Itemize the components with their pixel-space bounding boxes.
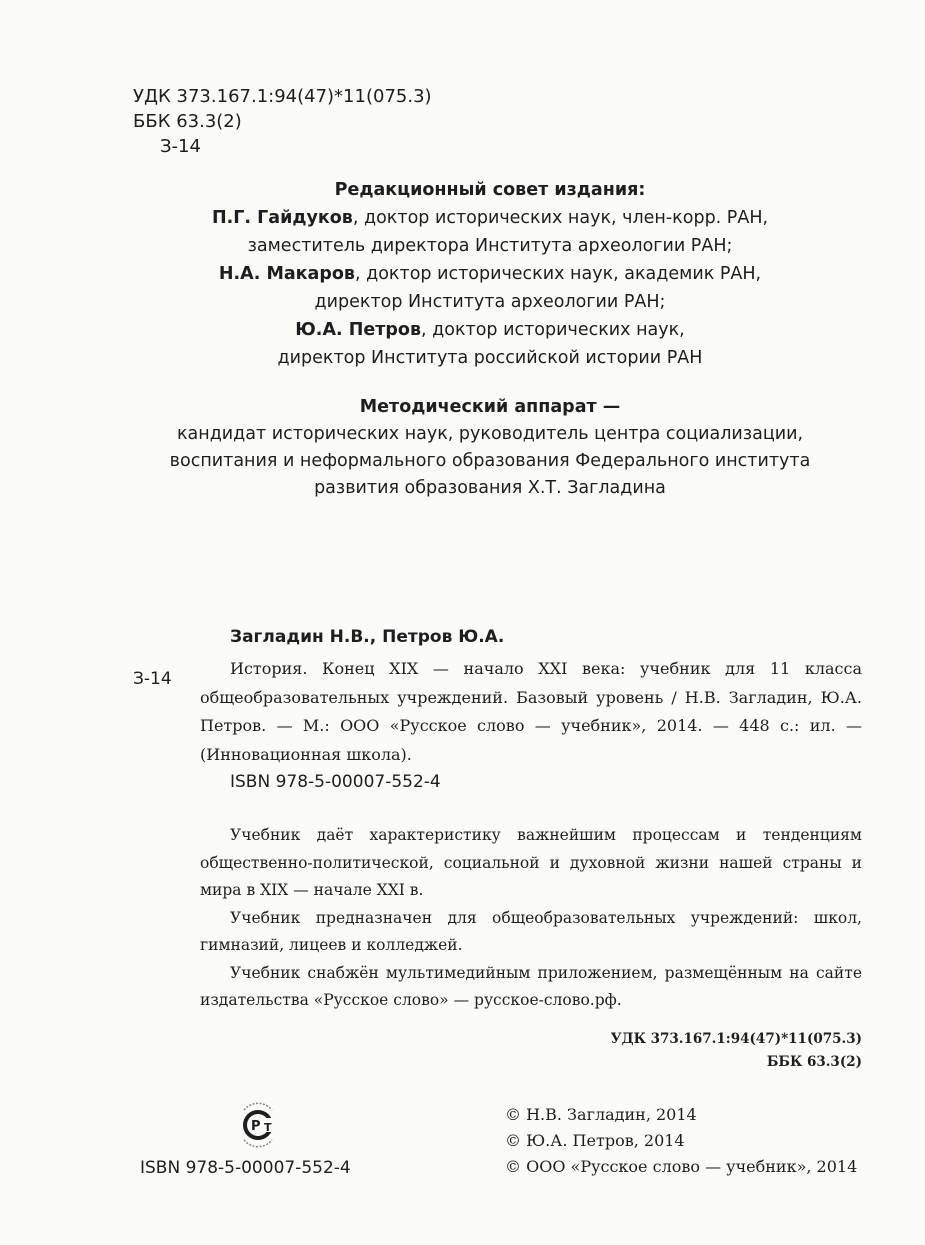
udk-code: УДК 373.167.1:94(47)*11(075.3) [610,1031,862,1047]
bibliography-isbn: ISBN 978-5-00007-552-4 [230,772,441,792]
member-position: заместитель директора Института археологии РАН; [247,236,733,256]
copyright-line: © Ю.А. Петров, 2014 [505,1131,685,1150]
methodical-line: кандидат исторических наук, руководитель центра социализации, [176,424,804,444]
member-name: П.Г. Гайдуков [211,208,353,228]
member-title: , доктор исторических наук, член-корр. РАН, [352,208,769,228]
certification-logo-icon [236,1100,280,1150]
member-name: Ю.А. Петров [295,320,422,340]
author-code: З-14 [160,136,201,157]
annotation-paragraph: Учебник предназначен для общеобразовательных учреждений: школ, гимназий, лицеев и колледжей. [200,908,862,954]
board-member [140,260,840,288]
member-name: Н.А. Макаров [218,264,355,284]
member-title: , доктор исторических наук, академик РАН, [355,264,762,284]
copyright-line: © ООО «Русское слово — учебник», 2014 [505,1157,858,1176]
annotation-paragraph: Учебник даёт характеристику важнейшим процессам и тенденциям общественно-политической, социальной и духовной жизни нашей страны и мира в XIX — начале XXI в. [200,826,862,899]
header-codes [133,84,432,159]
annotation-paragraph: Учебник снабжён мультимедийным приложением, размещённым на сайте издательства «Русское слово» — русское-слово.рф. [200,963,862,1009]
footer-isbn: ISBN 978-5-00007-552-4 [140,1158,351,1178]
methodical-title: Методический аппарат — [359,397,621,417]
copyright-line: © Н.В. Загладин, 2014 [505,1105,697,1124]
copyrights [505,1102,857,1180]
svg-text:T: T [264,1121,272,1134]
svg-text:P: P [251,1119,261,1134]
annotation [200,822,862,1015]
methodical-apparatus [140,394,840,502]
methodical-line: развития образования Х.Т. Загладина [314,478,666,498]
bibliography-code: З-14 [133,669,172,689]
board-member [140,316,840,344]
classification-codes [611,1028,862,1074]
bbk-code: ББК 63.3(2) [133,111,242,132]
methodical-line: воспитания и неформального образования Федерального института [169,451,811,471]
bibliography-text: История. Конец XIX — начало XXI века: учебник для 11 класса общеобразовательных учреждений. Базовый уровень / Н.В. Загладин, Ю.А. Петров. — М.: ООО «Русское слово — учебник», 2014. — 448 с.: ил. — (Инновационная школа). [200,659,862,764]
bibliography-authors: Загладин Н.В., Петров Ю.А. [230,627,505,647]
member-position: директор Института археологии РАН; [314,292,666,312]
editorial-board [140,176,840,372]
bibliography-description [200,655,862,769]
editorial-board-title: Редакционный совет издания: [334,180,646,200]
member-title: , доктор исторических наук, [421,320,685,340]
board-member [140,204,840,232]
member-position: директор Института российской истории РАН [277,348,703,368]
bbk-code: ББК 63.3(2) [766,1054,862,1070]
udk-code: УДК 373.167.1:94(47)*11(075.3) [133,86,432,107]
